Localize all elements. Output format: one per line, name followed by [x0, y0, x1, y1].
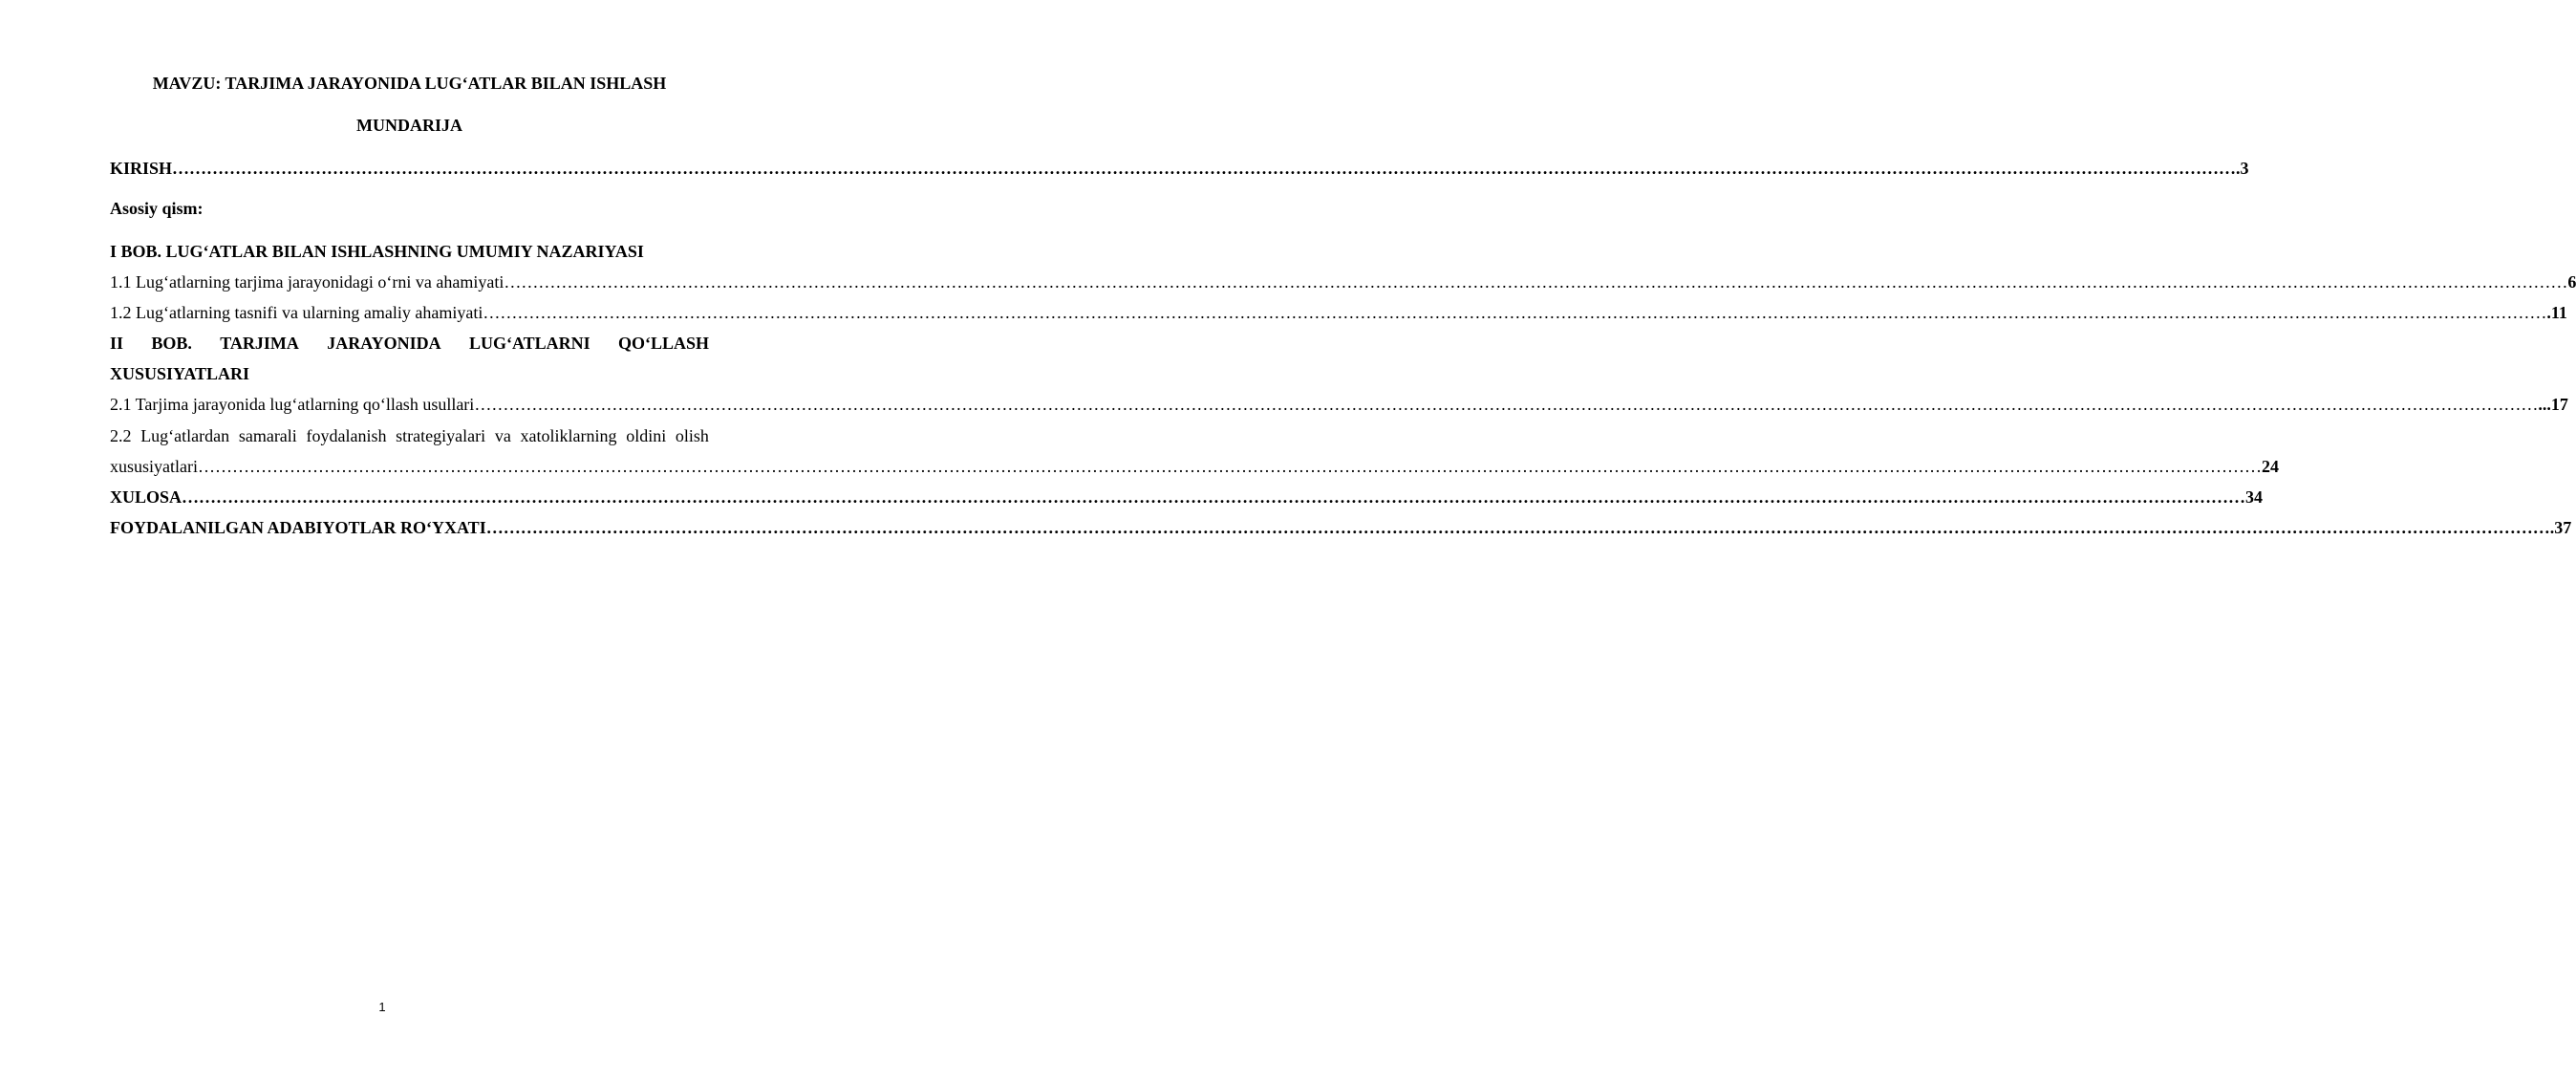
toc-word: oldini [626, 426, 667, 445]
toc-entry-label: 2.1 Tarjima jarayonida lug‘atlarning qo‘llash usullari [110, 395, 475, 414]
toc-leader-dots: ……………………………………………………………………………………………………………………………………………………………………………………………………………………………………………………………………………………………………………………………… [198, 457, 2262, 476]
toc-word: LUG‘ATLARNI [468, 334, 590, 353]
toc-entry-label: 1.2 Lug‘atlarning tasnifi va ularning amaliy ahamiyati [110, 303, 483, 322]
toc-page-number: 6 [2567, 272, 2576, 292]
toc-page-number: .3 [2236, 159, 2249, 178]
toc-word: TARJIMA [220, 334, 299, 353]
document-title: MAVZU: TARJIMA JARAYONIDA LUG‘ATLAR BILAN ISHLASH [152, 74, 667, 93]
toc-page-number: ...17 [2538, 395, 2568, 414]
toc-leader-dots: ……………………………………………………………………………………………………………………………………………………………………………………………………………………………………………………………………………………………………………………………… [182, 487, 2246, 507]
toc-entry-adabiyotlar [110, 516, 2572, 539]
toc-word: BOB. [151, 334, 192, 353]
toc-chapter-2-line1 [110, 332, 709, 355]
toc-word: olish [675, 426, 709, 445]
toc-page-number: 24 [2262, 457, 2279, 476]
toc-word: foydalanish [306, 426, 387, 445]
toc-word: 2.2 [110, 426, 132, 445]
toc-page-number: .37 [2549, 518, 2572, 537]
toc-word: QO‘LLASH [617, 334, 709, 353]
toc-entry-1-2 [110, 301, 2567, 324]
toc-entry-xulosa [110, 486, 2264, 508]
toc-entry-2-2-line1 [110, 424, 709, 447]
toc-entry-label: 1.1 Lug‘atlarning tarjima jarayonidagi o‘rni va ahamiyati [110, 272, 504, 292]
toc-entry-label: KIRISH [110, 159, 173, 178]
toc-entry-label: XULOSA [110, 487, 182, 507]
page-number: 1 [378, 1000, 386, 1014]
toc-entry-label: xususiyatlari [110, 457, 198, 476]
toc-heading: MUNDARIJA [356, 116, 462, 135]
toc-page-number: .11 [2546, 303, 2567, 322]
toc-chapter-1: I BOB. LUG‘ATLAR BILAN ISHLASHNING UMUMIY NAZARIYASI [110, 242, 644, 261]
toc-word: samarali [238, 426, 297, 445]
toc-section-asosiy: Asosiy qism: [110, 199, 204, 218]
toc-leader-dots: ……………………………………………………………………………………………………………………………………………………………………………………………………………………………………………………………………………………………………………………………… [474, 395, 2539, 414]
toc-entry-2-1 [110, 393, 2568, 416]
toc-word: Lug‘atlardan [140, 426, 230, 445]
toc-leader-dots: ……………………………………………………………………………………………………………………………………………………………………………………………………………………………………………………………………………………………………………………………… [172, 159, 2237, 178]
toc-entry-2-2-line2 [110, 455, 2279, 478]
toc-entry-1-1 [110, 270, 2576, 293]
toc-page-number: 34 [2245, 487, 2264, 507]
toc-word: JARAYONIDA [327, 334, 441, 353]
toc-chapter-2-line2: XUSUSIYATLARI [110, 364, 250, 383]
toc-word: va [494, 426, 511, 445]
toc-entry-kirish [110, 157, 2249, 180]
toc-word: strategiyalari [396, 426, 486, 445]
toc-entry-label: FOYDALANILGAN ADABIYOTLAR RO‘YXATI [110, 518, 486, 537]
toc-word: xatoliklarning [520, 426, 617, 445]
toc-leader-dots: ……………………………………………………………………………………………………………………………………………………………………………………………………………………………………………………………………………………………………………………………… [504, 272, 2568, 292]
toc-word: II [110, 334, 124, 353]
toc-leader-dots: ……………………………………………………………………………………………………………………………………………………………………………………………………………………………………………………………………………………………………………………………… [485, 518, 2550, 537]
toc-leader-dots: ……………………………………………………………………………………………………………………………………………………………………………………………………………………………………………………………………………………………………………………………… [483, 303, 2547, 322]
